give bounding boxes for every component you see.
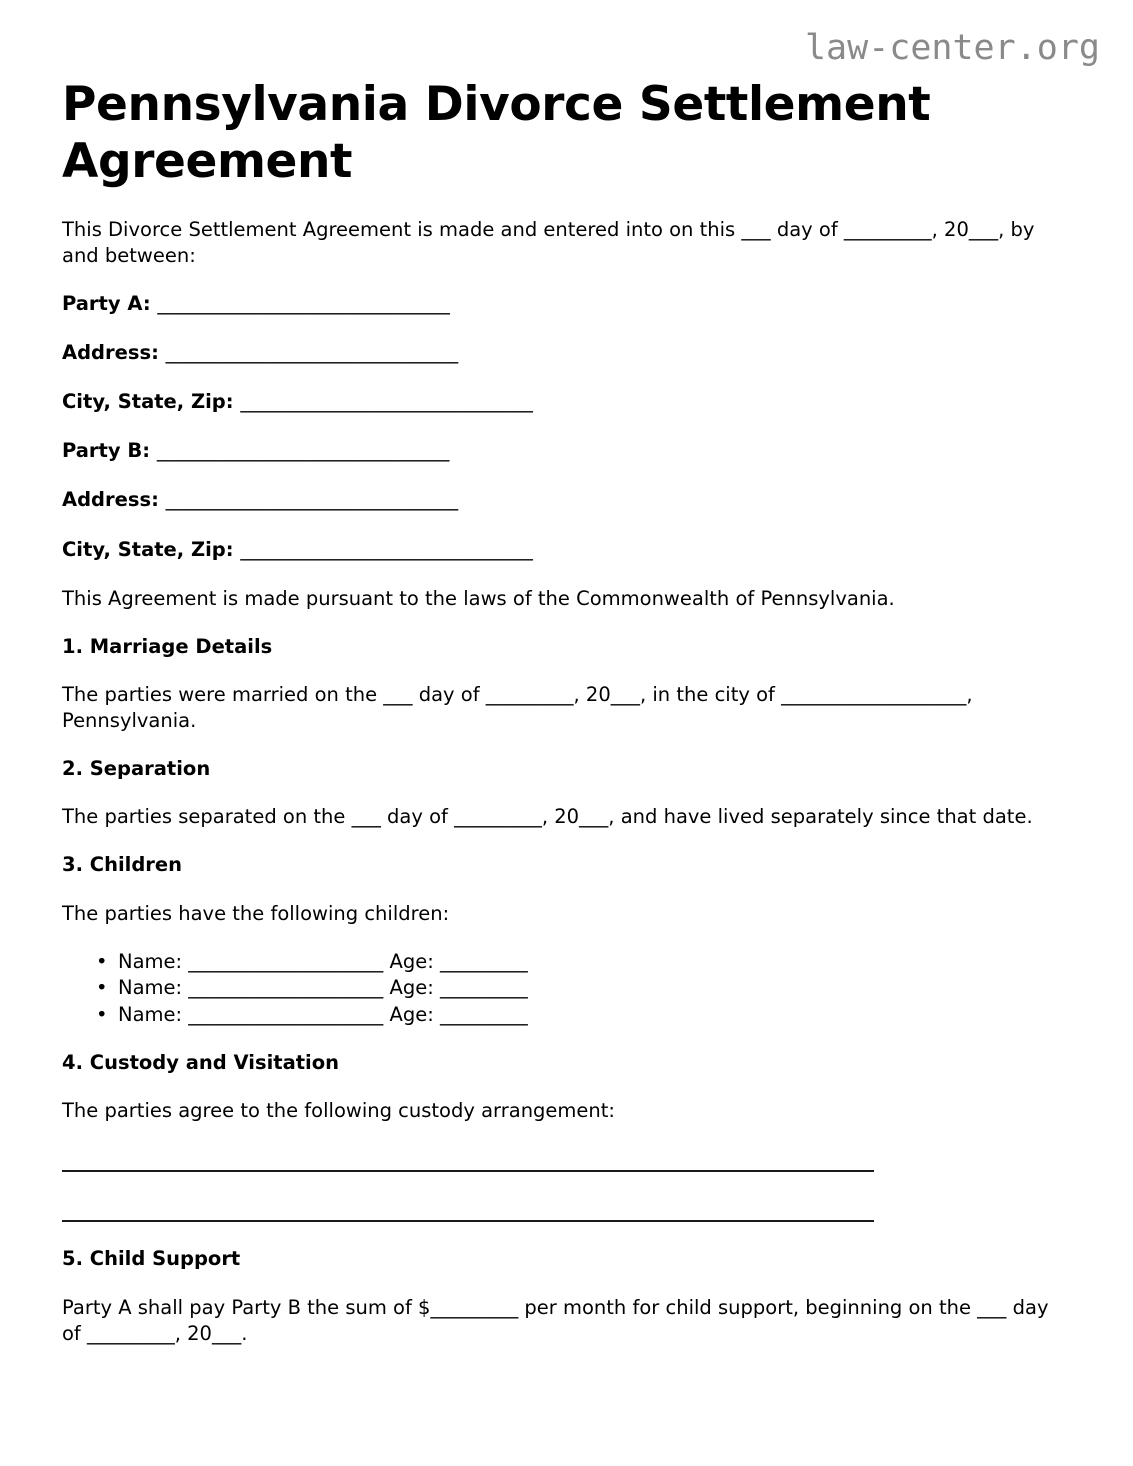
party-field-label: Party A: (62, 291, 151, 315)
party-field-label: Address: (62, 341, 159, 365)
section-heading: 4. Custody and Visitation (62, 1051, 340, 1075)
section-separation (62, 756, 1068, 830)
list-item[interactable]: • Name: ____________________ Age: _________ (118, 975, 1068, 1002)
party-field-blank[interactable]: ______________________________ (240, 537, 533, 561)
party-field-city-state-zip-a (62, 389, 1068, 415)
site-watermark: law-center.org (804, 28, 1100, 68)
party-field-blank[interactable]: ______________________________ (156, 439, 450, 463)
party-field-blank[interactable]: ______________________________ (240, 390, 533, 414)
section-marriage-details (62, 634, 1068, 734)
party-field-label: City, State, Zip: (62, 390, 234, 414)
rule-spacer (62, 1172, 1068, 1220)
rule-spacer (62, 1146, 1068, 1170)
governing-law-paragraph: This Agreement is made pursuant to the laws of the Commonwealth of Pennsylvania. (62, 586, 895, 610)
section-children (62, 852, 1068, 1028)
list-item[interactable]: • Name: ____________________ Age: _________ (118, 1002, 1068, 1029)
section-heading: 3. Children (62, 853, 183, 877)
section-body: The parties have the following children: (62, 901, 450, 925)
section-heading: 5. Child Support (62, 1247, 241, 1271)
section-body: The parties separated on the ___ day of _________, 20___, and have lived separately since that date. (62, 805, 1033, 829)
rule-spacer (62, 1222, 1068, 1246)
party-field-party-a (62, 291, 1068, 317)
party-field-address-a (62, 340, 1068, 366)
section-body: The parties were married on the ___ day of _________, 20___, in the city of ___________________, Pennsylvania. (62, 682, 973, 733)
section-heading: 1. Marriage Details (62, 634, 273, 658)
party-field-blank[interactable]: ______________________________ (165, 341, 459, 365)
party-field-blank[interactable]: ______________________________ (157, 291, 450, 315)
list-item[interactable]: • Name: ____________________ Age: _________ (118, 949, 1068, 976)
section-body: Party A shall pay Party B the sum of $_________ per month for child support, beginning on the ___ day of _________, 20___. (62, 1295, 1049, 1345)
party-field-blank[interactable]: ______________________________ (165, 488, 459, 512)
section-body: The parties agree to the following custody arrangement: (62, 1099, 615, 1123)
party-field-label: Party B: (62, 439, 151, 463)
section-heading: 2. Separation (62, 757, 211, 781)
intro-paragraph: This Divorce Settlement Agreement is made and entered into on this ___ day of _________, 20___, by and between: (62, 217, 1035, 267)
party-field-address-b (62, 487, 1068, 513)
page-title: Pennsylvania Divorce Settlement Agreement (62, 77, 931, 190)
document-content (62, 76, 1068, 1369)
party-field-party-b (62, 438, 1068, 464)
section-custody-and-visitation (62, 1050, 1068, 1246)
children-list (62, 949, 1068, 1029)
party-field-city-state-zip-b (62, 537, 1068, 563)
section-child-support (62, 1246, 1068, 1346)
party-field-label: City, State, Zip: (62, 537, 234, 561)
party-field-label: Address: (62, 488, 159, 512)
